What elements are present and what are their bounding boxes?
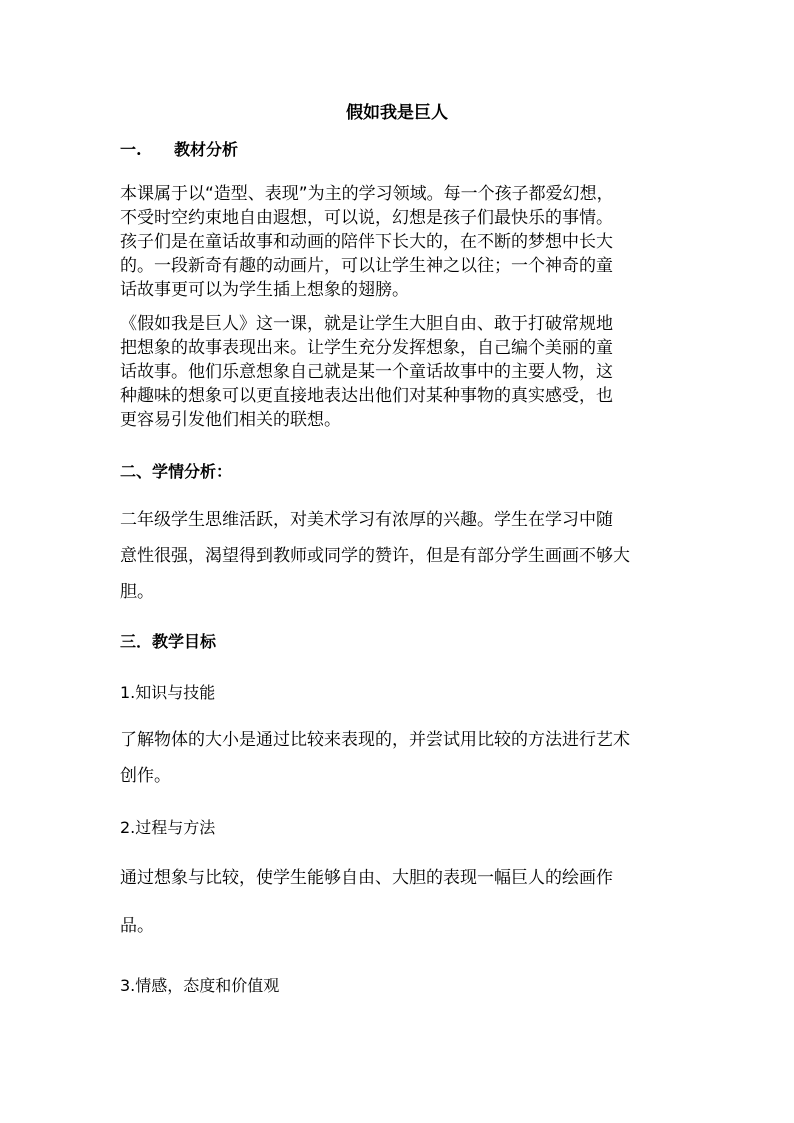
text-line: 创作。: [120, 766, 171, 786]
text-line: 不受时空约束地自由遐想，可以说，幻想是孩子们最快乐的事情。: [120, 208, 613, 228]
section2-paragraph: [120, 502, 680, 610]
text-line: 更容易引发他们相关的联想。: [120, 410, 341, 430]
section1-paragraph-2: [120, 312, 680, 432]
goal3-label: 3.情感，态度和价值观: [120, 976, 280, 995]
text-line: 孩子们是在童话故事和动画的陪伴下长大的，在不断的梦想中长大: [120, 232, 613, 252]
text-line: 品。: [120, 916, 154, 936]
text-line: 了解物体的大小是通过比较来表现的，并尝试用比较的方法进行艺术: [120, 730, 630, 750]
text-line: 把想象的故事表现出来。让学生充分发挥想象，自己编个美丽的童: [120, 338, 613, 358]
section3-heading: 三．教学目标: [120, 632, 217, 651]
section2-heading: 二、学情分析：: [120, 462, 233, 481]
text-line: 意性很强，渴望得到教师或同学的赞许，但是有部分学生画画不够大: [120, 546, 630, 566]
text-line: 《假如我是巨人》这一课，就是让学生大胆自由、敢于打破常规地: [120, 314, 613, 334]
goal2-paragraph: [120, 858, 680, 944]
text-line: 本课属于以“造型、表现”为主的学习领域。每一个孩子都爱幻想，: [120, 184, 614, 204]
text-line: 二年级学生思维活跃，对美术学习有浓厚的兴趣。学生在学习中随: [120, 510, 613, 530]
text-line: 话故事更可以为学生插上想象的翅膀。: [120, 280, 409, 300]
text-line: 话故事。他们乐意想象自己就是某一个童话故事中的主要人物，这: [120, 362, 613, 382]
goal2-label: 2.过程与方法: [120, 818, 216, 837]
section1-title: 教材分析: [174, 140, 239, 159]
text-line: 的。一段新奇有趣的动画片，可以让学生神之以往；一个神奇的童: [120, 256, 613, 276]
section1-heading: [120, 137, 238, 160]
text-line: 种趣味的想象可以更直接地表达出他们对某种事物的真实感受，也: [120, 386, 613, 406]
text-line: 通过想象与比较，使学生能够自由、大胆的表现一幅巨人的绘画作: [120, 868, 613, 888]
section1-number: 一.: [120, 140, 142, 159]
goal1-paragraph: [120, 722, 680, 794]
document-title: 假如我是巨人: [346, 103, 448, 123]
section1-paragraph-1: [120, 182, 680, 302]
text-line: 胆。: [120, 582, 154, 602]
goal1-label: 1.知识与技能: [120, 683, 216, 702]
